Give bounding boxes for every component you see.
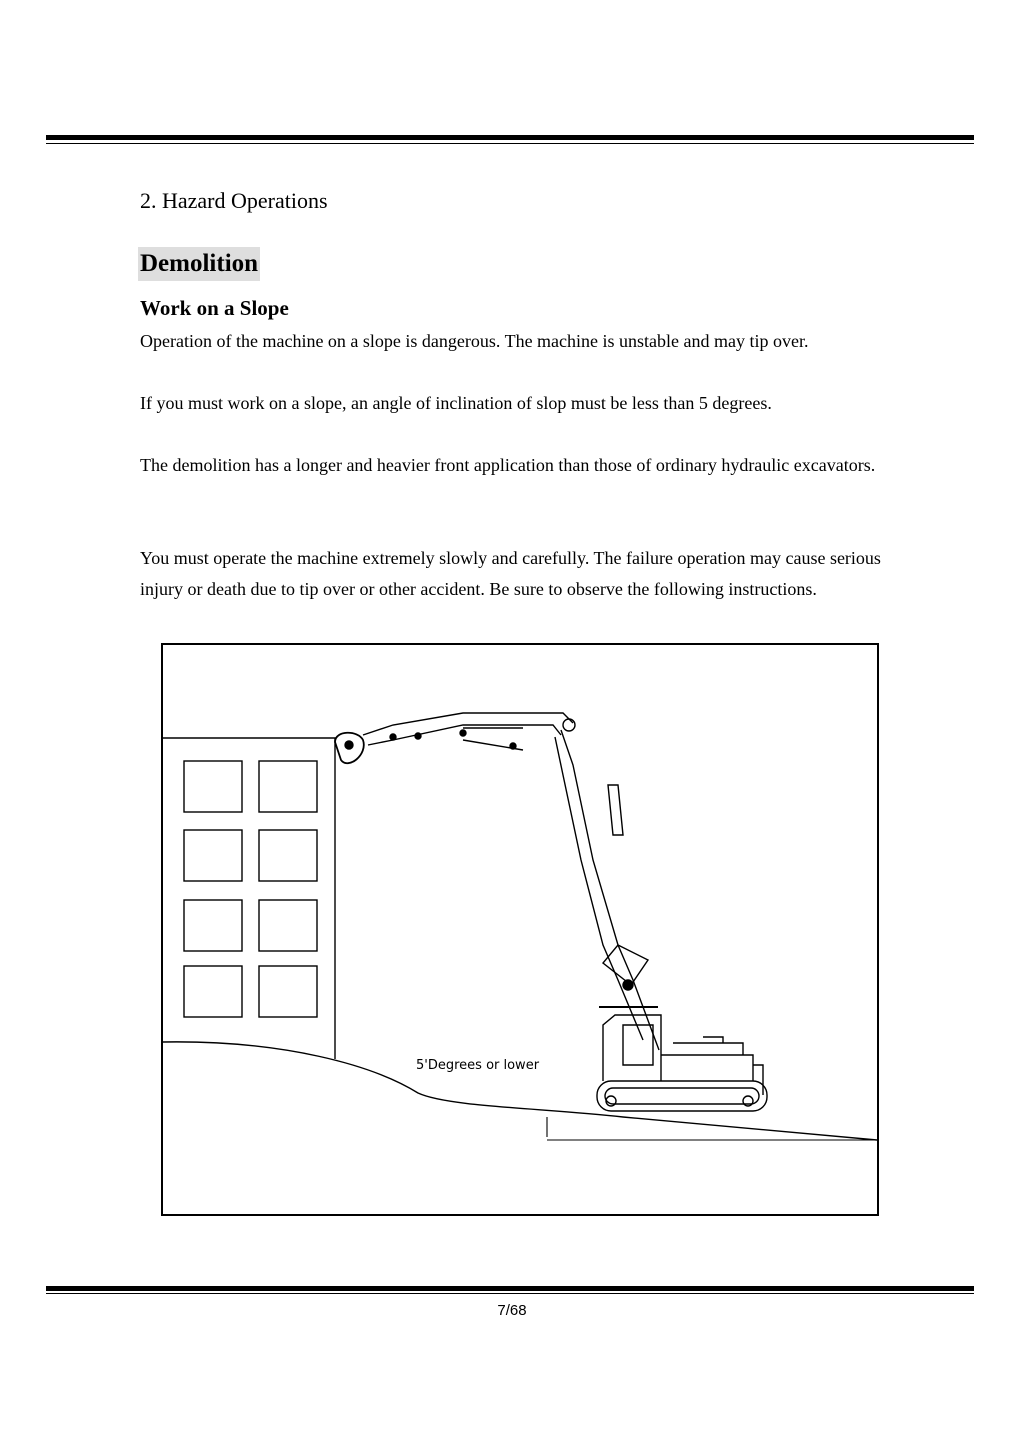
- paragraph-slope-angle: If you must work on a slope, an angle of inclination of slop must be less than 5 degrees.: [140, 393, 772, 413]
- building-drawing: [163, 738, 335, 1059]
- footer-rule-thin: [46, 1293, 974, 1294]
- header-rule-thin: [46, 143, 974, 144]
- excavator-slope-illustration: [163, 645, 877, 1214]
- paragraph-slope-danger: Operation of the machine on a slope is dangerous. The machine is unstable and may tip over.: [140, 331, 809, 351]
- level-reference-line: [547, 1117, 877, 1140]
- section-heading: 2. Hazard Operations: [140, 188, 328, 213]
- slope-ground-line: [163, 1042, 877, 1140]
- figure-frame: [161, 643, 879, 1216]
- page-title: Demolition: [140, 250, 259, 277]
- subheading: Work on a Slope: [140, 296, 289, 320]
- header-rule-thick: [46, 135, 974, 140]
- footer-rule-thick: [46, 1286, 974, 1291]
- paragraph-operate-carefully: You must operate the machine extremely slowly and carefully. The failure operation may cause serious injury or death due to tip over or other accident. Be sure to observe the following instructions.: [140, 548, 881, 599]
- excavator-drawing: [335, 713, 767, 1111]
- page-number: 7/68: [497, 1302, 527, 1319]
- page-title-highlight: [138, 247, 260, 281]
- paragraph-front-application: The demolition has a longer and heavier front application than those of ordinary hydraulic excavators.: [140, 455, 876, 475]
- slope-angle-label: 5'Degrees or lower: [416, 1058, 540, 1073]
